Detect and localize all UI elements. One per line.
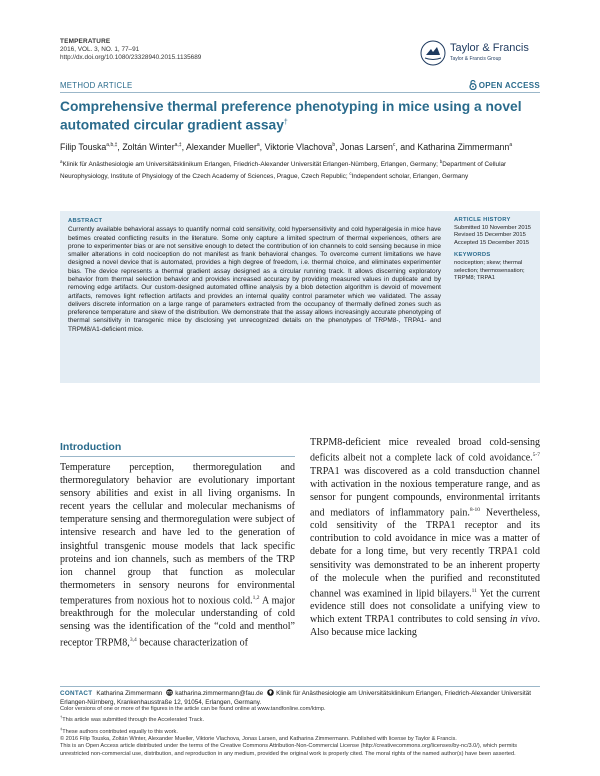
article-history — [454, 217, 538, 247]
author-name: Filip Touska — [60, 141, 107, 152]
email-icon — [166, 689, 173, 696]
author-name: Viktorie Vlachova — [264, 141, 333, 152]
open-access-label: OPEN ACCESS — [478, 81, 540, 90]
history-accepted: Accepted 15 December 2015 — [454, 239, 530, 246]
keywords — [454, 252, 538, 282]
abstract-label: ABSTRACT — [68, 218, 103, 224]
author-name: Zoltán Winter — [122, 141, 175, 152]
footnote-equal-contribution — [60, 725, 540, 736]
title-footnote-mark[interactable]: † — [283, 119, 288, 126]
affiliation-text: Department of Cellular Neurophysiology, Institute of Physiology of the Czech Academy of Sciences, Prague, Czech Republic; — [60, 161, 507, 181]
affiliation-text: Independent scholar, Erlangen, Germany — [351, 173, 469, 181]
author-affiliation-mark[interactable]: a — [509, 142, 513, 148]
citation-link[interactable]: 1,2 — [252, 594, 260, 601]
article-title-text: Comprehensive thermal preference phenotyping in mice using a novel automated circular gradient assay — [60, 99, 522, 133]
affiliation-text: Klinik für Anästhesiologie am Universitätsklinikum Erlangen, Friedrich-Alexander Universität Erlangen-Nürnberg, Erlangen, Germany; — [62, 161, 440, 169]
author-affiliation-mark[interactable]: a,‡ — [174, 142, 182, 148]
article-title — [60, 99, 540, 134]
affiliations — [60, 158, 540, 182]
contact-address: Klinik für Anästhesiologie am Universitätsklinikum Erlangen, Friedrich-Alexander Universität Erlangen-Nürnberg, Krankenhausstraße 12, 91054, Erlangen, Germany. — [60, 690, 531, 706]
footnote-text: These authors contributed equally to this work. — [62, 728, 178, 735]
body-text: TRPA1 was discovered as a cold transduction channel with activation in the noxious temperature range, and as sensor for pungent compounds, environmental irritants and mediators of inflammatory pain. — [310, 465, 540, 519]
abstract-text: Currently available behavioral assays to quantify normal cold sensitivity, cold hypersensitivity and cold hyperalgesia in mice have betimes created conflicting results in the literature. Some only capture a limited spectrum of thermal experiences, others are prone to experimenter bias or are not sensitive enough to detect the contribution of ion channels to cold sensing because in mice smaller alterations in cold nociception do not manifest as frank behavioral changes. To overcome current limitations we have designed a novel device that is automated, provides a high degree of freedom, i.e. thermal choice, and eliminates experimenter bias. The device represents a thermal gradient assay designed as a circular running track. It allows discerning exploratory behavior from thermal selection behavior and provides increased accuracy by providing measured values in duplicate and by removing edge artifacts. Our custom-designed automated offline analysis by a blob detection algorithm is devoid of movement artifacts, removes light reflection artifacts and provides an internal quality control parameter which we validated. The assay delivers discrete information on a large range of parameters extracted from the occupancy of thermally defined zones such as preference temperature and skew of the distribution. We demonstrate that the assay allows increasingly accurate phenotyping of thermal sensitivity in transgenic mice by disclosing yet unrecognized details on the phenotypes of TRPM8-, TRPA1- and TRPM8/A1-deficient mice. — [68, 226, 441, 333]
footnote-mark: ‡ — [60, 725, 63, 731]
article-type-bar — [60, 79, 540, 93]
body-text: A major breakthrough for the molecular understanding of cold sensing was the identification of the “cold and menthol” receptor TRPM8, — [60, 595, 295, 648]
keywords-label: KEYWORDS — [454, 252, 491, 259]
affiliation-mark: c — [349, 170, 352, 176]
author-affiliation-mark[interactable]: a — [256, 142, 260, 148]
body-text: Temperature perception, thermoregulation and thermoregulatory behavior are evolutionary important sensory abilities and exist in all living organisms. In recent years the cellular and molecular mechanisms of temperature sensing and thermoregulation were subject of intensive research and have led to the generation of insightful transgenic mouse models that lack specific proteins and ion channels, such as members of the TRP ion channel group that function as molecular thermometers in sensory neurons for environmental temperatures from noxious hot to noxious cold. — [60, 462, 295, 607]
author-list — [60, 140, 540, 153]
contact-email-link[interactable]: katharina.zimmermann@fau.de — [175, 690, 264, 697]
author-separator: , — [181, 141, 186, 152]
section-heading-introduction: Introduction — [60, 441, 122, 453]
author-affiliation-mark[interactable]: b — [332, 142, 336, 148]
copyright-notice: © 2016 Filip Touska, Zoltán Winter, Alexander Mueller, Viktorie Vlachova, Jonas Larsen, and Katharina Zimmermann. Published with license by Taylor & Francis. — [60, 735, 457, 742]
citation-link[interactable]: 8-10 — [469, 506, 480, 513]
footnote-accelerated — [60, 713, 540, 724]
article-type: METHOD ARTICLE — [60, 81, 133, 90]
publisher-name: Taylor & Francis — [450, 42, 529, 54]
author-name: Katharina Zimmermann — [417, 141, 510, 152]
journal-volume: 2016, VOL. 3, NO. 1, 77–91 — [60, 46, 140, 54]
publisher-logo — [420, 40, 540, 68]
section-rule — [60, 456, 295, 457]
citation-link[interactable]: 11 — [471, 587, 477, 594]
author-separator: , — [335, 141, 341, 152]
contact-label: CONTACT — [60, 690, 93, 697]
open-lock-icon — [469, 80, 477, 90]
body-text-italic: in vivo — [509, 614, 538, 626]
article-metadata — [454, 217, 538, 288]
publisher-emblem-icon — [420, 40, 446, 66]
journal-name: TEMPERATURE — [60, 38, 111, 45]
license-notice: This is an Open Access article distributed under the terms of the Creative Commons Attribution-Non-Commercial License (http://creativecommons.org/licenses/by-nc/3.0/), which permits unrestricted non-commercial use, distribution, and reproduction in any medium, provided the original work is properly cited. The moral rights of the named author(s) have been asserted. — [60, 743, 518, 757]
footer-rule — [60, 686, 540, 687]
contact-info — [60, 689, 540, 707]
affiliation-mark: b — [439, 159, 443, 164]
body-text: Yet the current evidence still does not consolidate a unifying view to which extent TRPA1 contributes to cold sensing — [310, 588, 540, 626]
citation-link[interactable]: 5-7 — [532, 452, 540, 459]
author-name: Jonas Larsen — [340, 141, 393, 152]
author-affiliation-mark[interactable]: c — [392, 142, 396, 148]
body-text: because characterization of — [136, 636, 249, 648]
journal-doi-link[interactable]: http://dx.doi.org/10.1080/23328940.2015.1135689 — [60, 54, 202, 62]
body-text: TRPM8-deficient mice revealed broad cold-sensing deficits albeit not a complete lack of cold avoidance. — [310, 437, 540, 464]
author-affiliation-mark[interactable]: a,b,‡ — [106, 142, 118, 148]
history-revised: Revised 15 December 2015 — [454, 232, 526, 239]
abstract — [68, 217, 441, 334]
body-text: Nevertheless, cold sensitivity of the TRPA1 receptor and its contribution to cold avoidance in mice was a matter of debate for a long time, but very recently TRPA1 cold sensitivity was demonstrated to be an inherent property of the molecule when the purified and reconstituted channel was examined in lipid bilayers. — [310, 507, 540, 600]
citation-link[interactable]: 3,4 — [129, 636, 137, 643]
abstract-panel — [60, 211, 540, 383]
affiliation-mark: a — [60, 159, 63, 164]
body-text: . Also because mice lacking — [310, 614, 541, 639]
footnote-mark: † — [60, 714, 63, 720]
history-submitted: Submitted 10 November 2015 — [454, 224, 532, 231]
publisher-group: Taylor & Francis Group — [450, 56, 502, 62]
body-column-left — [60, 461, 295, 649]
page-header — [60, 38, 540, 78]
location-icon — [267, 689, 274, 696]
contact-name: Katharina Zimmermann — [96, 690, 163, 697]
footnote-color-figures: Color versions of one or more of the figures in the article can be found online at www.tandfonline.com/ktmp. — [60, 706, 326, 712]
open-access-badge — [469, 80, 540, 90]
author-separator: , — [259, 141, 265, 152]
body-column-right — [310, 436, 540, 639]
footnotes — [60, 706, 540, 758]
author-separator: , and — [395, 141, 418, 152]
author-separator: , — [117, 141, 123, 152]
history-label: ARTICLE HISTORY — [454, 217, 511, 223]
author-name: Alexander Mueller — [185, 141, 257, 152]
keywords-text: nociception; skew; thermal selection; thermosensation; TRPM8; TRPA1 — [454, 259, 525, 282]
footnote-text: This article was submitted through the Accelerated Track. — [62, 717, 205, 724]
